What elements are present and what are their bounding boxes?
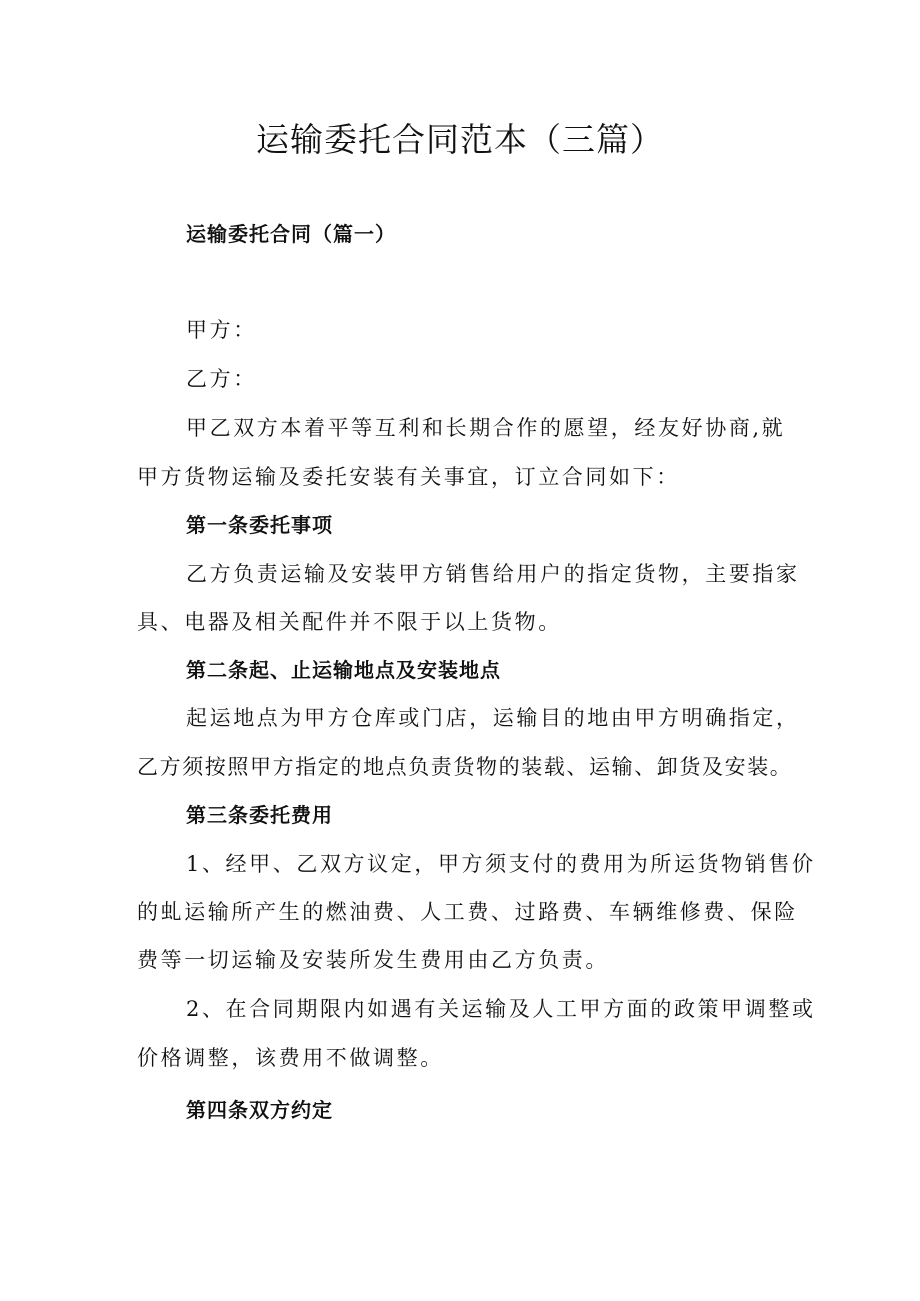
article-2-line-1: 起运地点为甲方仓库或门店，运输目的地由甲方明确指定， bbox=[186, 706, 800, 730]
article-3-p2-line-1: 2、在合同期限内如遇有关运输及人工甲方面的政策甲调整或 bbox=[186, 997, 816, 1021]
article-1-heading: 第一条委托事项 bbox=[186, 513, 333, 537]
article-2-heading: 第二条起、止运输地点及安装地点 bbox=[186, 658, 501, 682]
article-1-line-1: 乙方负责运输及安装甲方销售给用户的指定货物，主要指家 bbox=[186, 562, 800, 586]
party-b-label: 乙方： bbox=[186, 367, 257, 391]
intro-line-2: 甲方货物运输及委托安装有关事宜，订立合同如下： bbox=[137, 465, 680, 489]
intro-line-1: 甲乙双方本着平等互利和长期合作的愿望，经友好协商,就 bbox=[186, 416, 786, 440]
article-3-p1-line-2: 的虬运输所产生的燃油费、人工费、过路费、车辆维修费、保险 bbox=[137, 900, 798, 924]
section-title: 运输委托合同（篇一） bbox=[186, 222, 396, 246]
article-3-heading: 第三条委托费用 bbox=[186, 803, 333, 827]
document-title: 运输委托合同范本（三篇） bbox=[256, 120, 664, 159]
article-3-p1-line-1: 1、经甲、乙双方议定，甲方须支付的费用为所运货物销售价 bbox=[186, 852, 816, 876]
article-3-p2-line-2: 价格调整，该费用不做调整。 bbox=[137, 1046, 444, 1070]
article-3-p1-line-3: 费等一切运输及安装所发生费用由乙方负责。 bbox=[137, 948, 609, 972]
article-1-line-2: 具、电器及相关配件并不限于以上货物。 bbox=[137, 610, 562, 634]
party-a-label: 甲方： bbox=[186, 318, 257, 342]
article-2-line-2: 乙方须按照甲方指定的地点负责货物的装载、运输、卸货及安装。 bbox=[137, 755, 793, 779]
article-4-heading: 第四条双方约定 bbox=[186, 1098, 333, 1122]
